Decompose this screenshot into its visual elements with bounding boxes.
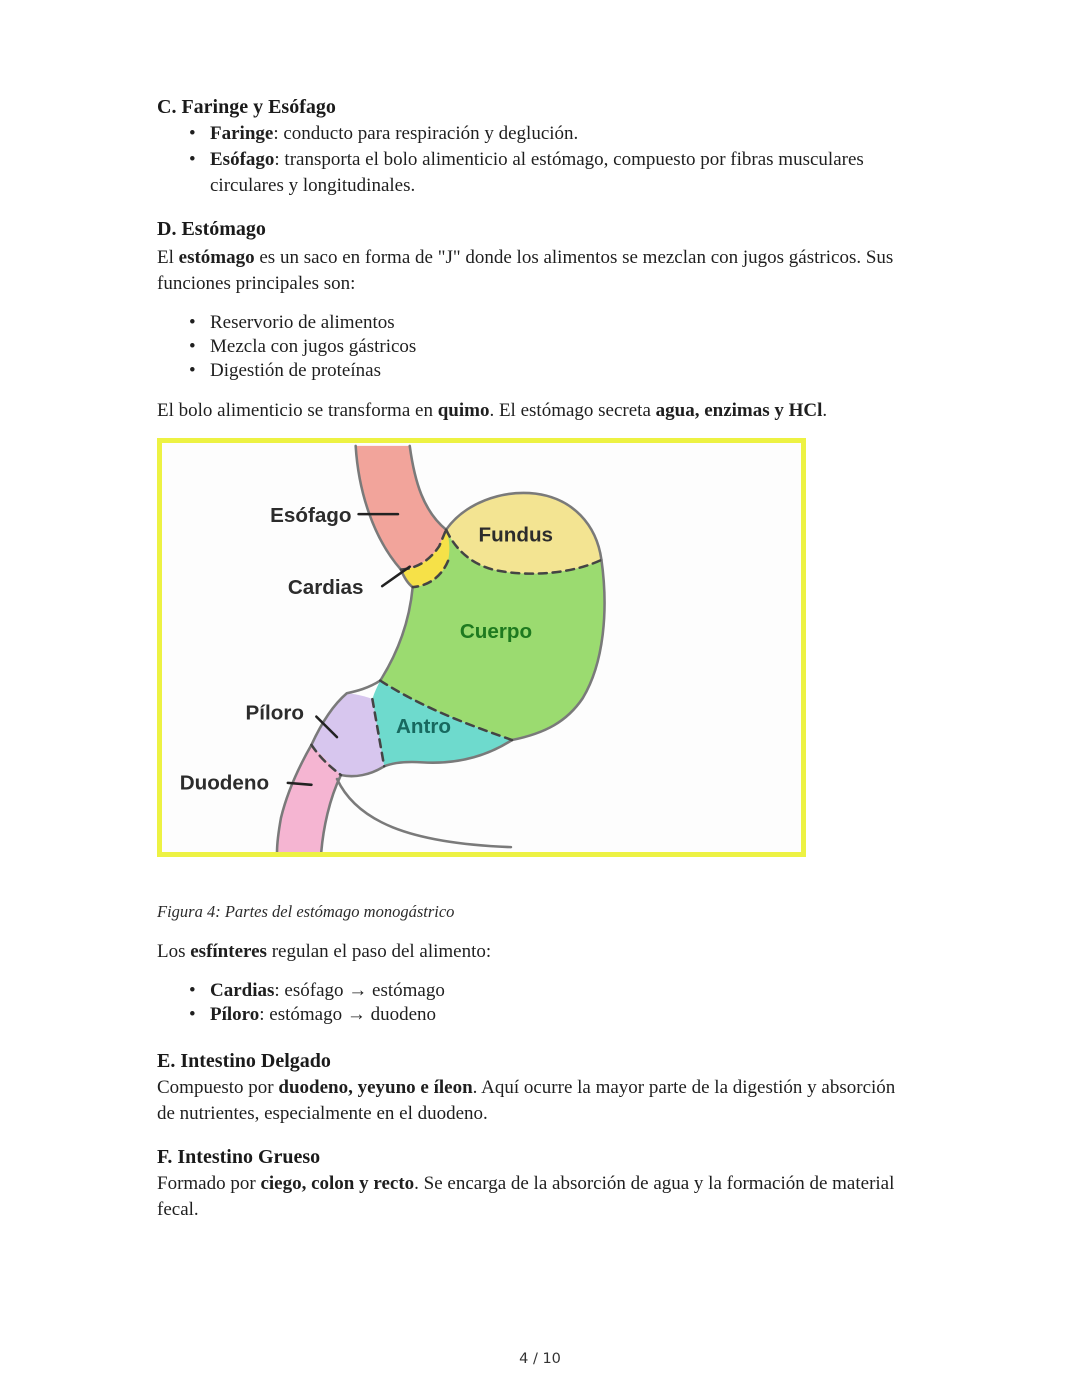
text-run-bold: duodeno, yeyuno e íleon (278, 1077, 473, 1098)
list-item (188, 979, 912, 1003)
estomago-functions-list (157, 311, 912, 383)
stomach-diagram (162, 443, 801, 852)
text-run: El (157, 247, 179, 268)
quimo-paragraph (157, 398, 912, 424)
document-page (157, 0, 912, 1223)
bullet-term: Faringe (210, 123, 274, 144)
text-run-bold: quimo (437, 400, 490, 421)
bullet-text: : estómago → duodeno (259, 1004, 437, 1025)
text-run: regulan el paso del alimento: (266, 941, 492, 962)
figure-caption: Figura 4: Partes del estómago monogástrico (157, 902, 455, 921)
bullet-text: : conducto para respiración y deglución. (273, 123, 579, 144)
sphincters-list (157, 979, 912, 1027)
antro-label: Antro (395, 715, 451, 739)
intestino-grueso-paragraph (157, 1171, 912, 1223)
text-run-bold: esfínteres (190, 941, 267, 962)
heading-faringe-esofago: C. Faringe y Esófago (157, 96, 336, 118)
text-run: Los (157, 941, 191, 962)
bullet-text: : esófago → estómago (274, 980, 445, 1001)
list-item (188, 147, 912, 199)
heading-intestino-grueso: F. Intestino Grueso (157, 1146, 321, 1168)
stomach-figure (157, 438, 806, 857)
hook-sweep-curve (337, 779, 511, 847)
cardias-label: Cardias (287, 576, 364, 599)
list-item: • Digestión de proteínas (188, 359, 912, 383)
text-run: El bolo alimenticio se transforma en (157, 400, 438, 421)
text-run: Formado por (157, 1173, 261, 1194)
heading-estomago: D. Estómago (157, 218, 266, 240)
list-item (188, 1003, 912, 1027)
piloro-label: Píloro (245, 701, 305, 725)
sphincters-paragraph (157, 939, 912, 965)
esofago-label: Esófago (270, 503, 352, 527)
heading-intestino-delgado: E. Intestino Delgado (157, 1050, 331, 1072)
bullet-text: : transporta el bolo alimenticio al estómago, compuesto por fibras musculares circulares y longitudinales. (210, 149, 864, 196)
bullet-term: Esófago (210, 149, 275, 170)
text-run: es un saco en forma de "J" donde los alimentos se mezclan con jugos gástricos. Sus funciones principales son: (157, 247, 894, 294)
duodeno-label: Duodeno (179, 771, 270, 795)
text-run: . Se encarga de la absorción de agua y la formación de material fecal. (157, 1173, 895, 1220)
estomago-paragraph (157, 245, 912, 297)
list-item: • Reservorio de alimentos (188, 311, 912, 335)
list-item (188, 121, 912, 147)
fundus-label: Fundus (478, 523, 554, 547)
list-item: • Mezcla con jugos gástricos (188, 335, 912, 359)
text-run: Compuesto por (157, 1077, 279, 1098)
intestino-delgado-paragraph (157, 1075, 912, 1127)
text-run-bold: estómago (178, 247, 255, 268)
page-number: 4 / 10 (519, 1351, 561, 1367)
text-run: . Aquí ocurre la mayor parte de la digestión y absorción de nutrientes, especialmente en el duodeno. (157, 1077, 896, 1124)
esophagus-region (356, 446, 446, 570)
faringe-esofago-list (157, 121, 912, 199)
cuerpo-label: Cuerpo (459, 619, 533, 643)
text-run-bold: agua, enzimas y HCl (655, 400, 823, 421)
bullet-term: Cardias (210, 980, 275, 1001)
text-run: . (822, 400, 828, 421)
bullet-term: Píloro (210, 1004, 260, 1025)
text-run: . El estómago secreta (489, 400, 656, 421)
text-run-bold: ciego, colon y recto (260, 1173, 415, 1194)
